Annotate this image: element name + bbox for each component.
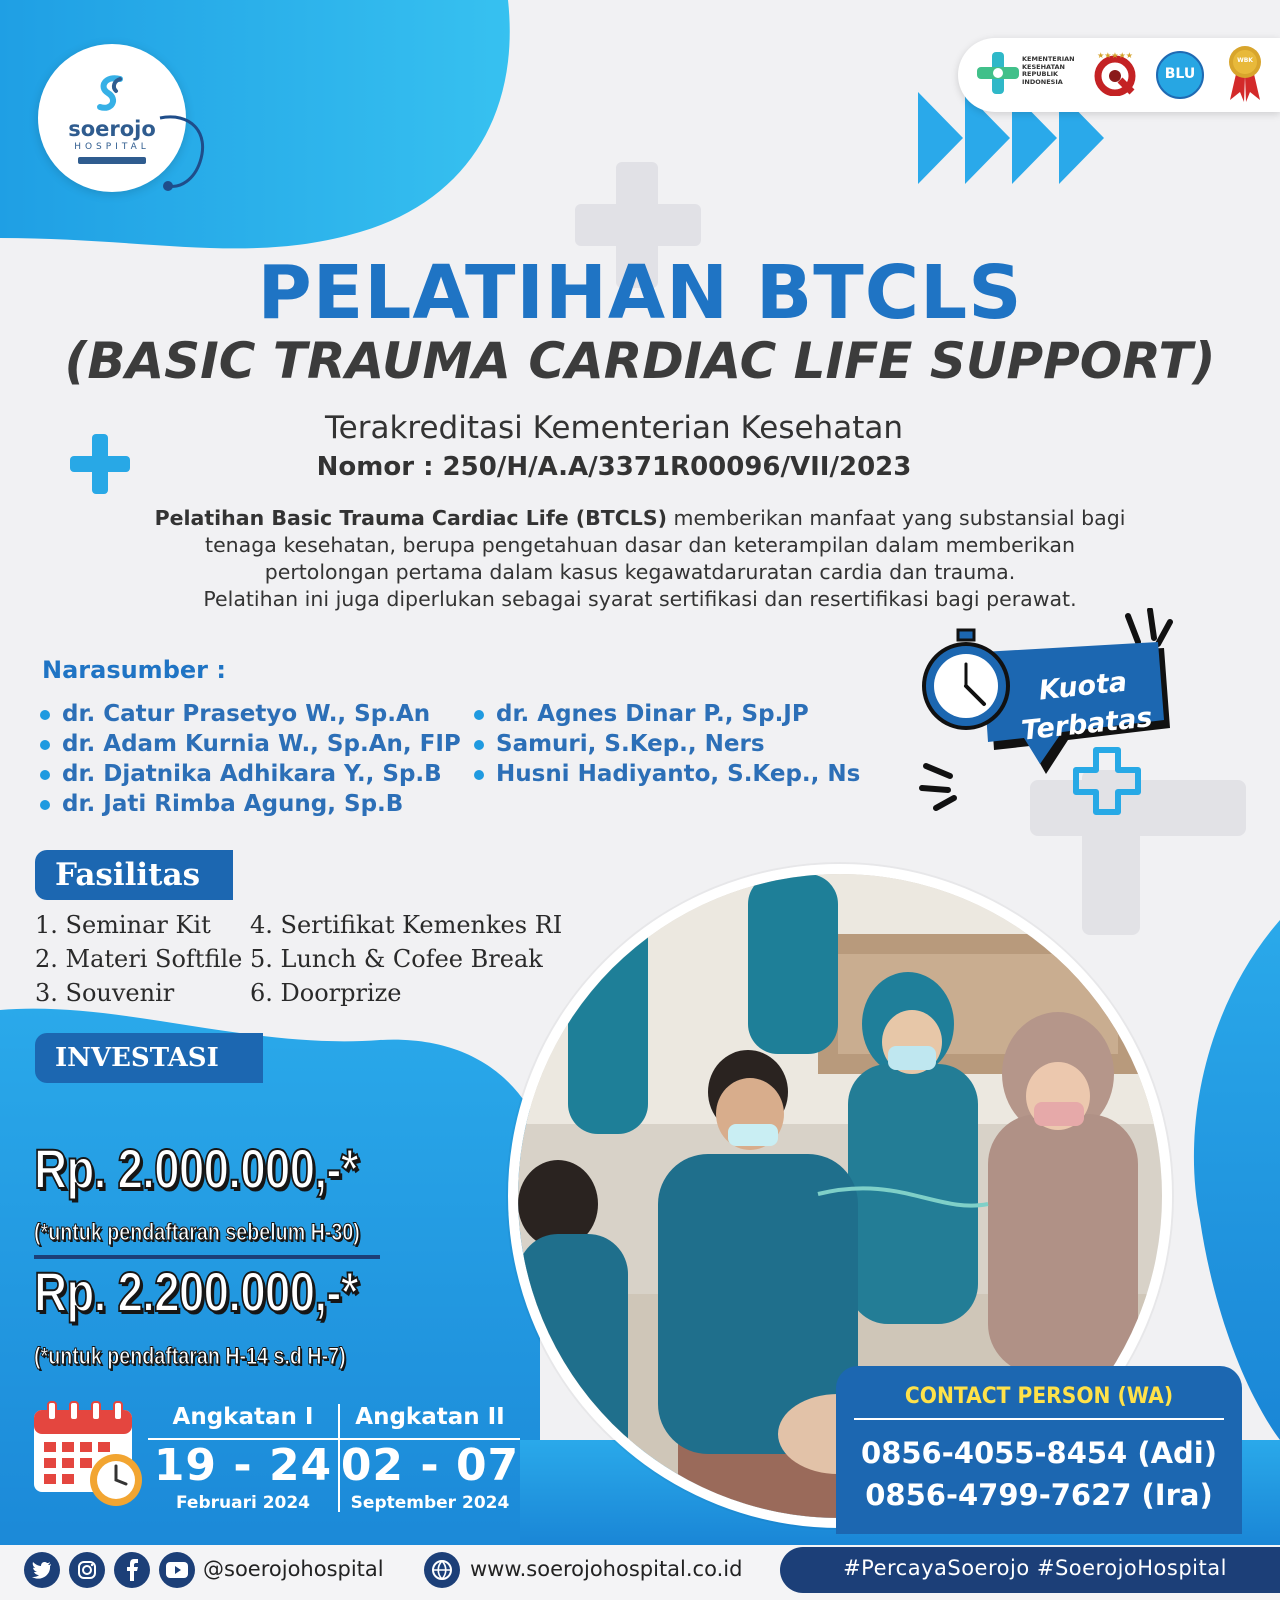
kemenkes-text: KEMENTERIAN KESEHATAN REPUBLIK INDONESIA (1022, 55, 1075, 86)
facebook-icon[interactable] (114, 1552, 150, 1588)
youtube-icon[interactable] (159, 1552, 195, 1588)
fasilitas-item: 3. Souvenir (35, 979, 175, 1007)
accreditation-number: Nomor : 250/H/A.A/3371R00096/VII/2023 (316, 452, 912, 482)
description (110, 505, 1170, 613)
logo-tagline-bar (78, 157, 146, 164)
fasilitas-item: 6. Doorprize (250, 979, 402, 1007)
contact-divider (854, 1418, 1224, 1420)
website-link[interactable]: www.soerojohospital.co.id (470, 1557, 743, 1581)
price-late: Rp. 2.200.000,-* (34, 1260, 358, 1323)
fasilitas-item: 2. Materi Softfile (35, 945, 243, 973)
fasilitas-item: 4. Sertifikat Kemenkes RI (250, 911, 563, 939)
kemenkes-logo-icon (975, 50, 1021, 96)
angkatan-2-month: September 2024 (350, 1493, 510, 1513)
contact-phone-2[interactable]: 0856-4799-7627 (Ira) (865, 1478, 1213, 1512)
svg-text:★★★★★: ★★★★★ (1097, 51, 1133, 60)
price-early: Rp. 2.000.000,-* (34, 1137, 358, 1200)
description-bold-lead: Pelatihan Basic Trauma Cardiac Life (BTCLS) (154, 506, 667, 530)
description-line-1 (110, 505, 1170, 532)
instagram-icon[interactable] (69, 1552, 105, 1588)
contact-phone-1[interactable]: 0856-4055-8454 (Adi) (861, 1436, 1217, 1470)
angkatan-1-dates: 19 - 24 (153, 1440, 333, 1491)
description-line-3: pertolongan pertama dalam kasus kegawatdaruratan cardia dan trauma. (264, 560, 1016, 584)
accreditation-text: Terakreditasi Kementerian Kesehatan (324, 410, 903, 446)
hashtags: #PercayaSoerojo #SoerojoHospital (843, 1556, 1227, 1580)
contact-title: CONTACT PERSON (WA) (904, 1384, 1174, 1409)
description-line-1-rest: memberikan manfaat yang substansial bagi (667, 506, 1126, 530)
narasumber-title: Narasumber : (42, 656, 226, 684)
fasilitas-list-col2 (250, 908, 562, 1010)
twitter-icon[interactable] (24, 1552, 60, 1588)
narasumber-item: dr. Agnes Dinar P., Sp.JP (472, 699, 860, 729)
angkatan-1-label: Angkatan I (172, 1404, 314, 1430)
investasi-title: INVESTASI (35, 1033, 263, 1083)
fasilitas-list-col1 (35, 908, 242, 1010)
wbk-text: WBK (1237, 57, 1253, 64)
narasumber-item: dr. Djatnika Adhikara Y., Sp.B (38, 759, 461, 789)
price-early-note: (*untuk pendaftaran sebelum H-30) (34, 1219, 360, 1246)
social-handle[interactable]: @soerojohospital (203, 1557, 384, 1581)
narasumber-list-col1 (38, 699, 461, 819)
description-line-2: tenaga kesehatan, berupa pengetahuan dasar dan keterampilan dalam memberikan (205, 533, 1075, 557)
fasilitas-item: 5. Lunch & Cofee Break (250, 945, 543, 973)
price-late-note: (*untuk pendaftaran H-14 s.d H-7) (34, 1343, 346, 1370)
soerojo-logo-icon (92, 73, 132, 113)
accreditation-logo-icon (1090, 50, 1140, 96)
narasumber-item: dr. Catur Prasetyo W., Sp.An (38, 699, 461, 729)
narasumber-item: Samuri, S.Kep., Ners (472, 729, 860, 759)
fasilitas-item: 1. Seminar Kit (35, 911, 211, 939)
globe-icon (424, 1552, 460, 1588)
narasumber-item: dr. Jati Rimba Agung, Sp.B (38, 789, 461, 819)
narasumber-list-col2 (472, 699, 860, 789)
angkatan-2-label: Angkatan II (355, 1404, 505, 1430)
fasilitas-title: Fasilitas (35, 850, 233, 900)
kuota-line-2: Terbatas (1020, 702, 1154, 747)
logo-sub: HOSPITAL (74, 141, 150, 152)
kuota-line-1: Kuota (1037, 666, 1129, 707)
angkatan-1-month: Februari 2024 (175, 1493, 311, 1513)
description-line-4: Pelatihan ini juga diperlukan sebagai syarat sertifikasi dan resertifikasi bagi perawat. (203, 587, 1077, 611)
angkatan-2-dates: 02 - 07 (340, 1440, 520, 1491)
narasumber-item: Husni Hadiyanto, S.Kep., Ns (472, 759, 860, 789)
stethoscope-icon (150, 112, 220, 196)
logo-name: soerojo (68, 116, 156, 141)
blu-text: BLU (1164, 66, 1196, 82)
page-title: PELATIHAN BTCLS (257, 250, 1023, 336)
calendar-icon (30, 1398, 148, 1510)
wbk-badge-icon (1226, 44, 1264, 102)
narasumber-item: dr. Adam Kurnia W., Sp.An, FIP (38, 729, 461, 759)
page-subtitle: (BASIC TRAUMA CARDIAC LIFE SUPPORT) (64, 332, 1216, 390)
